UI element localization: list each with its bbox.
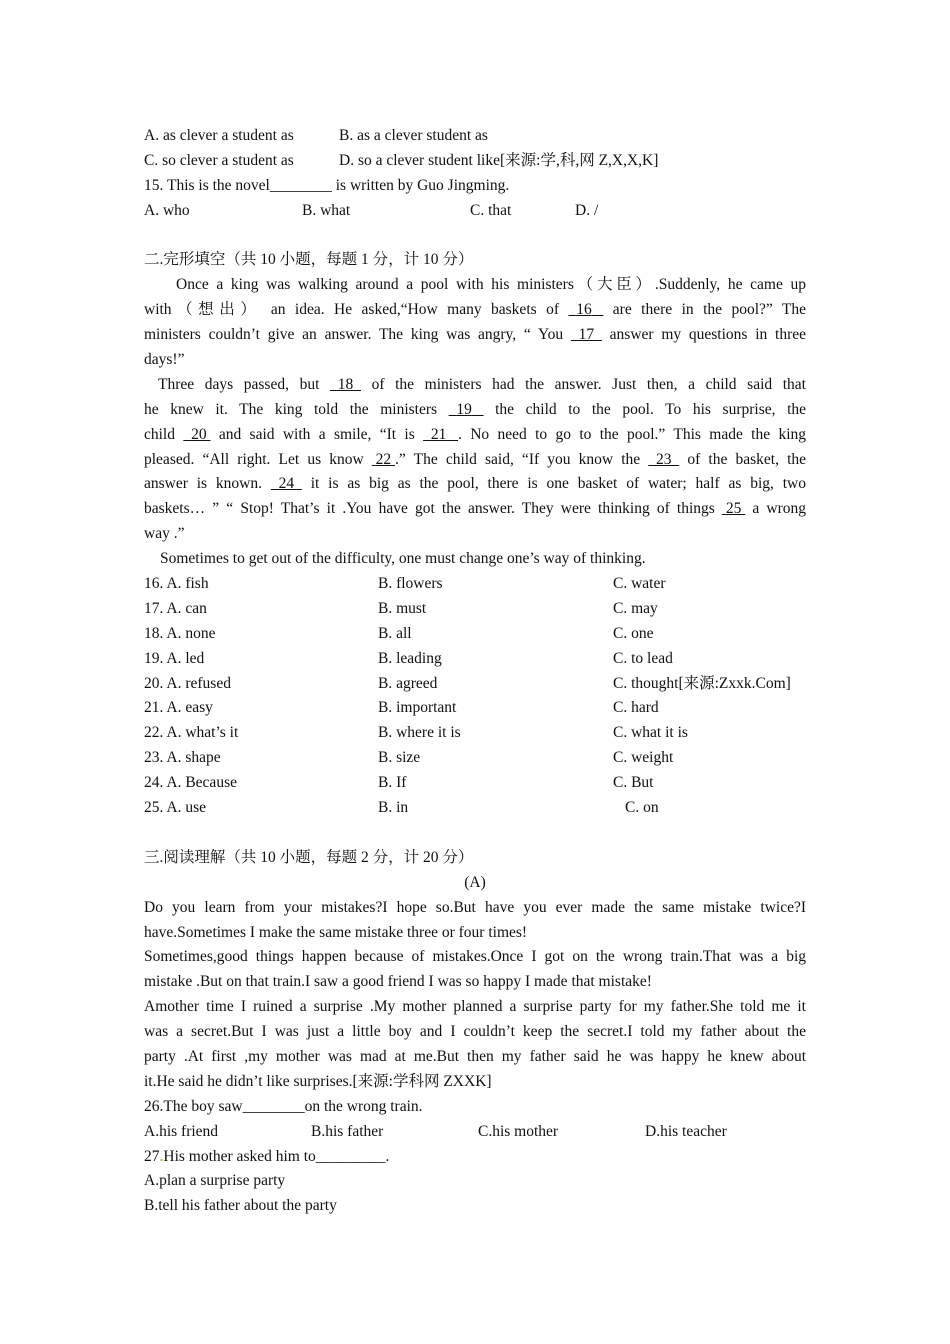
blank-number: 18 <box>337 375 354 393</box>
q15-options <box>144 199 806 224</box>
q14-option-d: D. so a clever student like[来源:学,科,网 Z,X,X,K] <box>339 151 659 169</box>
cloze-option-a: 18. A. none <box>144 624 216 642</box>
cloze-text: he knew it. The king told the ministers <box>144 400 438 418</box>
cloze-option-c: C. weight <box>613 749 674 767</box>
cloze-option-b: B. in <box>378 799 409 817</box>
reading-subtitle: (A) <box>464 873 486 891</box>
reading-text: Do you learn from your mistakes?I hope so.But have you ever made the same mistake twice?I <box>144 898 806 916</box>
q14-option-c: C. so clever a student as <box>144 151 294 169</box>
cloze-line-10 <box>144 497 806 522</box>
cloze-option-row <box>144 572 806 597</box>
cloze-option-c: C. to lead <box>613 649 673 667</box>
reading-line-2: have.Sometimes I make the same mistake three or four times! <box>144 923 528 941</box>
q15-option-c: C. that <box>470 201 512 219</box>
blank-20 <box>183 423 210 448</box>
cloze-option-row <box>144 672 806 697</box>
reading-text: Sometimes,good things happen because of mistakes.Once I got on the wrong train.That was a big <box>144 948 806 966</box>
blank-number: 16 <box>576 301 592 319</box>
cloze-line-6 <box>144 398 806 423</box>
exam-page <box>144 124 806 1219</box>
reading-line-4: mistake .But on that train.I saw a good friend I was so happy I made that mistake! <box>144 973 652 991</box>
cloze-text: baskets… ” “ Stop! That’s it .You have got the answer. They were thinking of things <box>144 500 715 518</box>
cloze-option-a: 24. A. Because <box>144 774 237 792</box>
q26-options <box>144 1120 806 1145</box>
cloze-line-11: way .” <box>144 525 185 543</box>
cloze-line-7 <box>144 423 806 448</box>
blank-19 <box>449 398 484 423</box>
cloze-option-c: C. hard <box>613 699 659 717</box>
cloze-text: answer is known. <box>144 475 262 493</box>
cloze-text: with（想出） an idea. He asked,“How many baskets of <box>144 301 560 319</box>
blank-17 <box>571 323 602 348</box>
cloze-text: answer my questions in three <box>609 326 806 344</box>
cloze-option-a: 16. A. fish <box>144 575 209 593</box>
q27-text: His mother asked him to_________. <box>163 1147 390 1165</box>
cloze-option-row <box>144 721 806 746</box>
q15-stem: 15. This is the novel________ is written by Guo Jingming. <box>144 176 510 194</box>
cloze-option-a: 22. A. what’s it <box>144 724 239 742</box>
reading-line-6 <box>144 1020 806 1045</box>
cloze-option-c: C. water <box>613 575 666 593</box>
blank-21 <box>423 423 458 448</box>
cloze-line-4: days!” <box>144 351 185 369</box>
blank-number: 17 <box>578 326 595 344</box>
blank-22 <box>372 448 395 473</box>
cloze-option-c: C. But <box>613 774 654 792</box>
blank-number: 19 <box>456 400 472 418</box>
cloze-option-row <box>144 746 806 771</box>
blank-16 <box>568 298 603 323</box>
q26-option-c: C.his mother <box>478 1122 559 1140</box>
reading-text: Amother time I ruined a surprise .My mother planned a surprise party for my father.She told me it <box>144 998 806 1016</box>
reading-text: party .At first ,my mother was mad at me.But then my father said he was happy he knew about <box>144 1047 806 1065</box>
q14-option-b: B. as a clever student as <box>339 127 488 144</box>
cloze-option-row <box>144 597 806 622</box>
section3-heading: 三.阅读理解（共 10 小题，每题 2 分，计 20 分） <box>144 848 474 866</box>
cloze-text: of the basket, the <box>687 450 806 468</box>
cloze-line-8 <box>144 448 806 473</box>
q15-option-b: B. what <box>302 201 351 219</box>
cloze-text: Once a king was walking around a pool with his ministers（大臣）.Suddenly, he came up <box>176 276 806 294</box>
cloze-option-c: C. may <box>613 599 658 617</box>
q26-stem: 26.The boy saw________on the wrong train. <box>144 1097 423 1115</box>
cloze-option-b: B. must <box>378 599 427 617</box>
cloze-line-1 <box>144 273 806 298</box>
reading-text: was a secret.But I was just a little boy and I couldn’t keep the secret.I told my father about the <box>144 1023 806 1041</box>
q14-option-a: A. as clever a student as <box>144 127 294 144</box>
cloze-option-b: B. all <box>378 624 412 642</box>
cloze-text: it is as big as the pool, there is one basket of water; half as big, two <box>310 475 806 493</box>
reading-line-7 <box>144 1045 806 1070</box>
q27-dot: . <box>159 1147 164 1165</box>
cloze-option-b: B. where it is <box>378 724 461 742</box>
blank-number: 21 <box>430 425 447 443</box>
cloze-option-a: 19. A. led <box>144 649 205 667</box>
q26-option-d: D.his teacher <box>645 1122 727 1140</box>
cloze-option-row <box>144 696 806 721</box>
cloze-option-a: 20. A. refused <box>144 674 231 692</box>
cloze-option-c: C. what it is <box>613 724 688 742</box>
cloze-line-2 <box>144 298 806 323</box>
cloze-text: are there in the pool?” The <box>612 301 806 319</box>
cloze-option-c: C. on <box>625 799 659 817</box>
blank-number: 22 <box>375 450 392 468</box>
cloze-text: Three days passed, but <box>158 375 320 393</box>
q15-option-a: A. who <box>144 201 190 219</box>
q14-options-row-1 <box>144 124 806 149</box>
blank-number: 20 <box>191 425 207 443</box>
cloze-option-b: B. leading <box>378 649 442 667</box>
q26-option-a: A.his friend <box>144 1122 219 1140</box>
cloze-option-row <box>144 622 806 647</box>
section2-heading: 二.完形填空（共 10 小题，每题 1 分，计 10 分） <box>144 251 474 269</box>
cloze-options <box>144 572 806 821</box>
reading-line-3 <box>144 945 806 970</box>
cloze-text: of the ministers had the answer. Just then, a child said that <box>371 375 806 393</box>
cloze-option-c: C. thought[来源:Zxxk.Com] <box>613 674 791 692</box>
blank-23 <box>648 448 679 473</box>
reading-line-8: it.He said he didn’t like surprises.[来源:学科网 ZXXK] <box>144 1072 492 1090</box>
cloze-line-3 <box>144 323 806 348</box>
cloze-text: pleased. “All right. Let us know <box>144 450 364 468</box>
cloze-line-9 <box>144 472 806 497</box>
q26-option-b: B.his father <box>311 1122 384 1140</box>
cloze-option-b: B. flowers <box>378 575 443 593</box>
cloze-option-a: 25. A. use <box>144 799 206 817</box>
q27-option-a: A.plan a surprise party <box>144 1172 286 1190</box>
cloze-text: ministers couldn’t give an answer. The king was angry, “ You <box>144 326 564 344</box>
cloze-option-b: B. agreed <box>378 674 438 692</box>
cloze-option-a: 23. A. shape <box>144 749 221 767</box>
cloze-line-5 <box>144 373 806 398</box>
reading-line-1 <box>144 896 806 921</box>
cloze-option-row <box>144 796 806 821</box>
blank-number: 25 <box>725 500 742 518</box>
cloze-line-12: Sometimes to get out of the difficulty, one must change one’s way of thinking. <box>160 550 646 568</box>
cloze-option-b: B. If <box>378 774 407 792</box>
cloze-option-b: B. important <box>378 699 457 717</box>
blank-25 <box>722 497 745 522</box>
cloze-text: a wrong <box>752 500 806 518</box>
cloze-option-a: 21. A. easy <box>144 699 213 717</box>
q15-option-d: D. / <box>575 201 599 219</box>
q14-options-row-2 <box>144 149 806 174</box>
cloze-text: .” The child said, “If you know the <box>395 450 641 468</box>
blank-number: 24 <box>278 475 295 493</box>
q27-number: 27 <box>144 1147 160 1165</box>
cloze-option-row <box>144 771 806 796</box>
cloze-option-c: C. one <box>613 624 654 642</box>
blank-number: 23 <box>656 450 672 468</box>
q27-stem <box>144 1145 806 1170</box>
cloze-text: and said with a smile, “It is <box>218 425 415 443</box>
cloze-option-b: B. size <box>378 749 421 767</box>
cloze-text: the child to the pool. To his surprise, the <box>495 400 806 418</box>
cloze-text: . No need to go to the pool.” This made the king <box>458 425 806 443</box>
reading-line-5 <box>144 995 806 1020</box>
q27-option-b: B.tell his father about the party <box>144 1197 337 1215</box>
blank-24 <box>271 472 302 497</box>
cloze-text: child <box>144 425 175 443</box>
cloze-option-row <box>144 647 806 672</box>
blank-18 <box>330 373 361 398</box>
cloze-option-a: 17. A. can <box>144 599 207 617</box>
